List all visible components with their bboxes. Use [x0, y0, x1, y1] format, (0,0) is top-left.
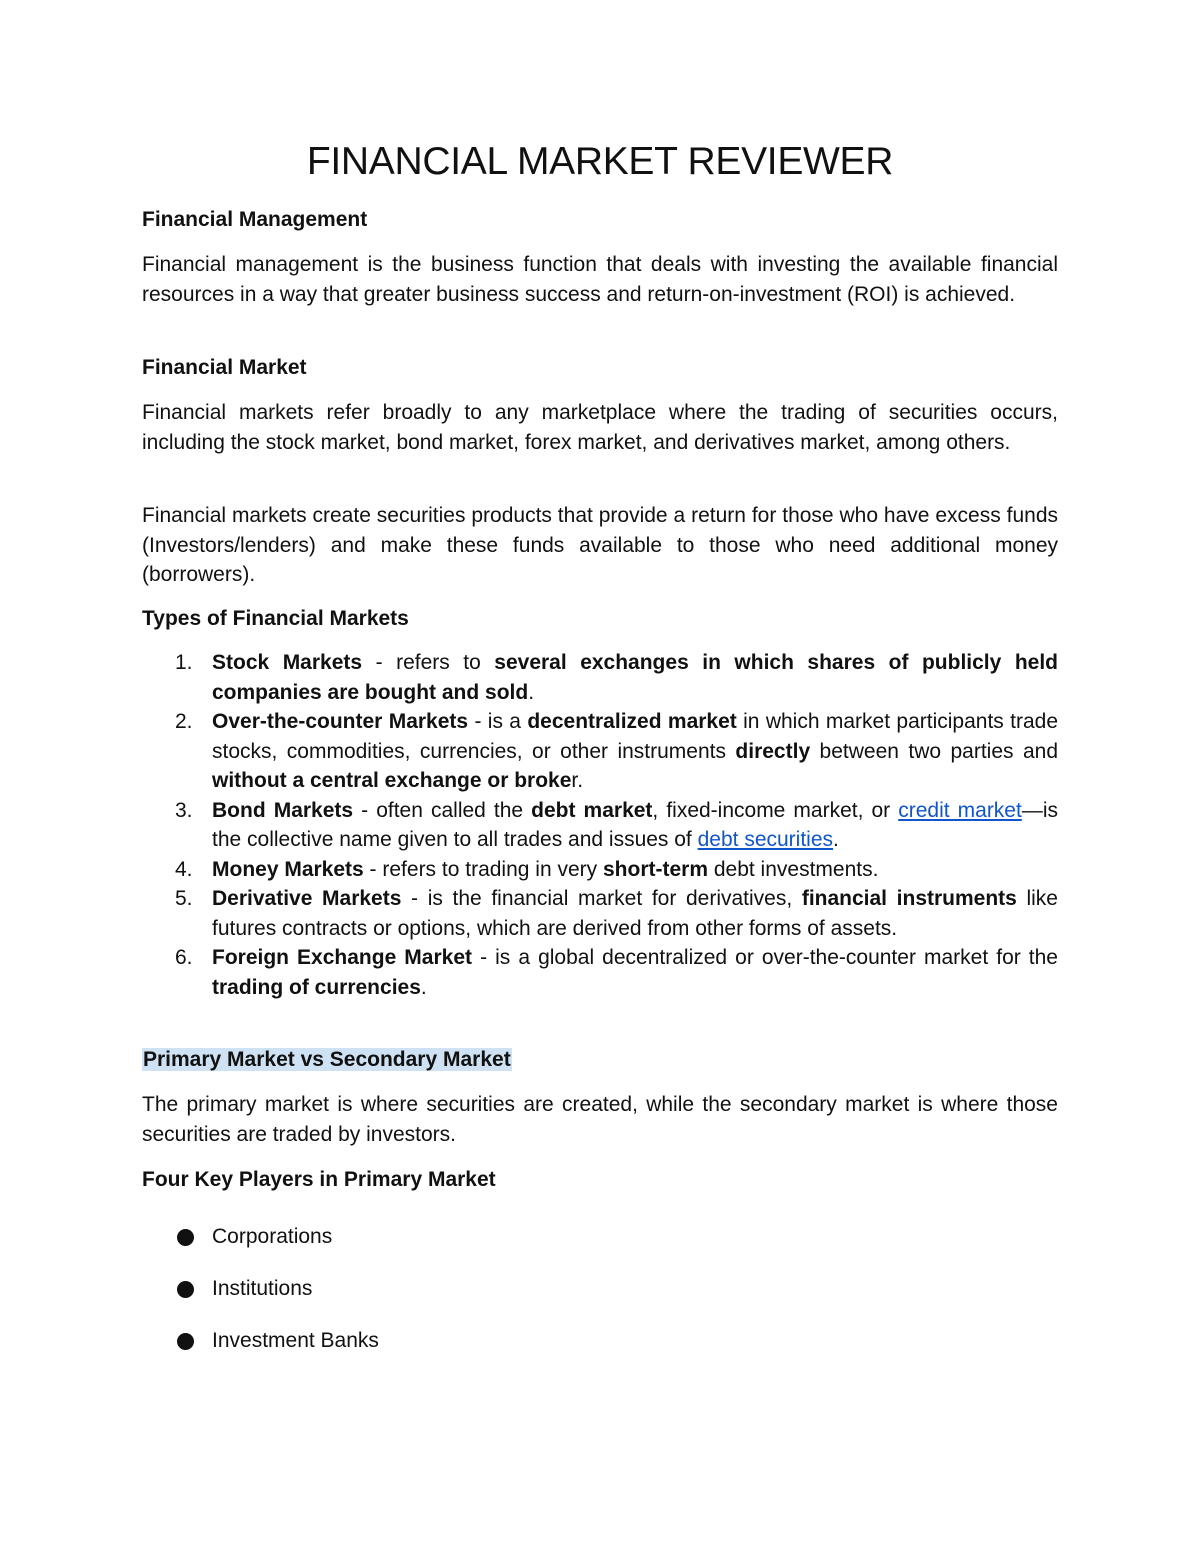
list-bold-text: several exchanges in which shares of publicly held companies are bought and sold	[212, 651, 1058, 704]
list-bold-text: financial instruments	[801, 887, 1017, 910]
debt-securities-link[interactable]: debt securities	[697, 828, 834, 851]
list-text: - often called the	[353, 798, 532, 822]
list-bold-text: short-term	[602, 857, 708, 881]
heading-financial-management: Financial Management	[142, 208, 368, 231]
list-item	[142, 855, 1058, 885]
paragraph-primary-vs-secondary: The primary market is where securities are created, while the secondary market is where those securities are traded by investors.	[142, 1093, 1058, 1146]
market-name: Foreign Exchange Market	[212, 946, 473, 969]
bullet-icon	[177, 1229, 194, 1246]
list-number: 6.	[175, 946, 193, 969]
list-item	[142, 796, 1058, 855]
player-label: Investment Banks	[212, 1329, 379, 1352]
list-text: - is a global decentralized or over-the-counter market for the	[472, 946, 1058, 969]
list-text: , fixed-income market, or	[652, 798, 899, 822]
bullet-icon	[177, 1333, 194, 1350]
list-number: 4.	[175, 857, 193, 881]
paragraph-financial-management: Financial management is the business function that deals with investing the available financial resources in a way that greater business success and return-on-investment (ROI) is achieved.	[142, 253, 1058, 306]
heading-types-of-financial-markets: Types of Financial Markets	[142, 607, 409, 630]
list-item	[142, 707, 1058, 796]
list-bold-text: debt market	[531, 798, 653, 822]
list-number: 2.	[175, 710, 193, 733]
list-text: .	[420, 975, 427, 999]
player-label: Corporations	[212, 1225, 333, 1248]
list-number: 1.	[175, 651, 193, 674]
list-item	[142, 648, 1058, 707]
heading-financial-market: Financial Market	[142, 356, 307, 379]
heading-four-key-players: Four Key Players in Primary Market	[142, 1168, 496, 1191]
list-text: r.	[571, 769, 584, 792]
market-name: Stock Markets	[212, 651, 363, 674]
market-name: Money Markets	[212, 857, 364, 881]
list-text: - is the financial market for derivatives,	[401, 887, 802, 910]
list-text: like futures contracts or options, which are derived from other forms of assets.	[212, 887, 1058, 940]
heading-primary-vs-secondary	[142, 1045, 512, 1075]
market-name: Bond Markets	[212, 798, 354, 822]
highlighted-heading-text: Primary Market vs Secondary Market	[143, 1048, 511, 1071]
players-list	[142, 1220, 379, 1376]
market-name: Derivative Markets	[212, 887, 402, 910]
list-text: - refers to trading in very	[363, 857, 603, 881]
list-number: 5.	[175, 887, 193, 910]
list-bold-text: directly	[735, 739, 811, 763]
list-item	[142, 1220, 379, 1272]
list-number: 3.	[175, 798, 193, 822]
document-title: FINANCIAL MARKET REVIEWER	[306, 140, 894, 183]
list-bold-text: without a central exchange or broke	[212, 769, 572, 792]
list-text: - is a	[468, 710, 528, 733]
market-name: Over-the-counter Markets	[212, 710, 469, 733]
types-list	[142, 648, 1058, 1002]
list-text: between two parties and	[810, 739, 1058, 763]
list-text: - refers to	[362, 651, 495, 674]
list-item	[142, 1272, 379, 1324]
list-text: .	[528, 680, 535, 704]
list-item	[142, 884, 1058, 943]
list-bold-text: trading of currencies	[212, 975, 421, 999]
bullet-icon	[177, 1281, 194, 1298]
credit-market-link[interactable]: credit market	[898, 798, 1022, 822]
list-text: .	[833, 828, 839, 851]
list-text: debt investments.	[708, 857, 879, 881]
list-item	[142, 1324, 379, 1376]
paragraph-financial-market-2: Financial markets create securities products that provide a return for those who have excess funds (Investors/lenders) and make these funds available to those who need additional money (borrowers).	[142, 504, 1058, 586]
player-label: Institutions	[212, 1277, 313, 1300]
list-text: —is the collective name given to all trades and issues of	[212, 798, 1058, 851]
list-text: in which market participants trade stocks, commodities, currencies, or other instruments	[212, 710, 1058, 763]
list-bold-text: decentralized market	[527, 710, 737, 733]
list-item	[142, 943, 1058, 1002]
paragraph-financial-market-1: Financial markets refer broadly to any marketplace where the trading of securities occurs, including the stock market, bond market, forex market, and derivatives market, among others.	[142, 401, 1058, 454]
